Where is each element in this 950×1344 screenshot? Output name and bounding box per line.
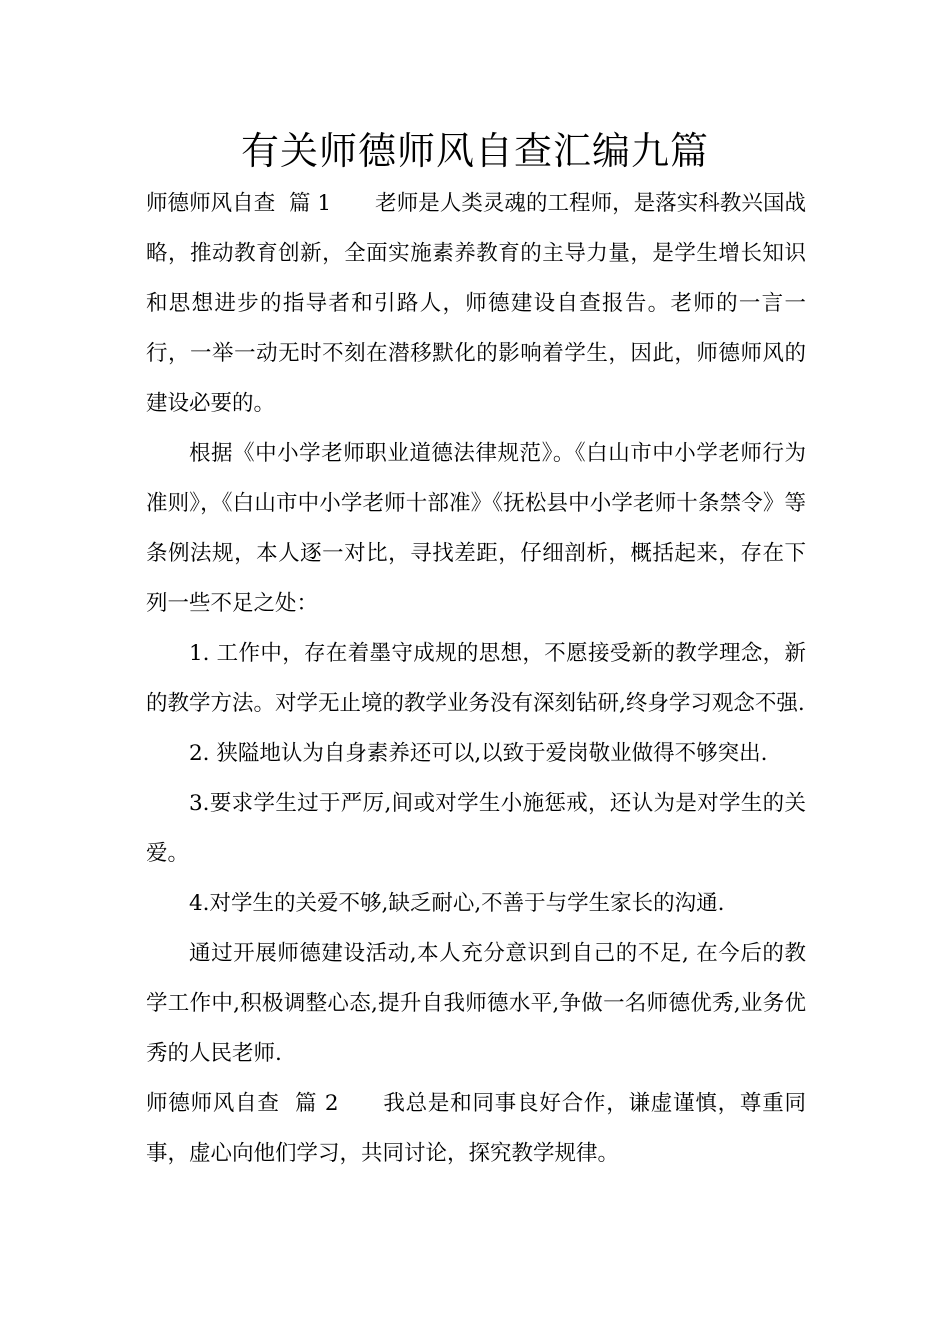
section-1-heading: 师德师风自查 篇 1 bbox=[146, 191, 332, 216]
list-item-1: 1. 工作中，存在着墨守成规的思想，不愿接受新的教学理念，新的教学方法。对学无止境的教学业务没有深刻钻研,终身学习观念不强. bbox=[146, 641, 806, 716]
document-body bbox=[146, 179, 806, 1179]
list-item-2: 2. 狭隘地认为自身素养还可以,以致于爱岗敬业做得不够突出. bbox=[189, 741, 768, 766]
section-2-lead-paragraph bbox=[146, 1079, 806, 1179]
list-item-4: 4.对学生的关爱不够,缺乏耐心,不善于与学生家长的沟通. bbox=[189, 891, 725, 916]
paragraph-regulations: 根据《中小学老师职业道德法律规范》。《白山市中小学老师行为准则》，《白山市中小学老师十部准》《抚松县中小学老师十条禁令》等条例法规，本人逐一对比，寻找差距，仔细剖析，概括起来，存在下列一些不足之处： bbox=[146, 441, 806, 616]
section-1-lead-text: 老师是人类灵魂的工程师，是落实科教兴国战略，推动教育创新，全面实施素养教育的主导力量，是学生增长知识和思想进步的指导者和引路人，师德建设自查报告。老师的一言一行，一举一动无时不刻在潜移默化的影响着学生，因此，师德师风的建设必要的。 bbox=[146, 191, 806, 416]
list-item-3: 3.要求学生过于严厉,间或对学生小施惩戒，还认为是对学生的关爱。 bbox=[146, 791, 806, 866]
section-2-lead-text: 我总是和同事良好合作，谦虚谨慎，尊重同事，虚心向他们学习，共同讨论，探究教学规律。 bbox=[146, 1091, 806, 1166]
document-title: 有关师德师风自查汇编九篇 bbox=[240, 129, 709, 173]
paragraph-conclusion: 通过开展师德建设活动,本人充分意识到自己的不足, 在今后的教学工作中,积极调整心态,提升自我师德水平,争做一名师德优秀,业务优秀的人民老师. bbox=[146, 941, 806, 1066]
section-1-lead-paragraph bbox=[146, 179, 806, 429]
section-2-heading: 师德师风自查 篇 2 bbox=[146, 1091, 339, 1116]
